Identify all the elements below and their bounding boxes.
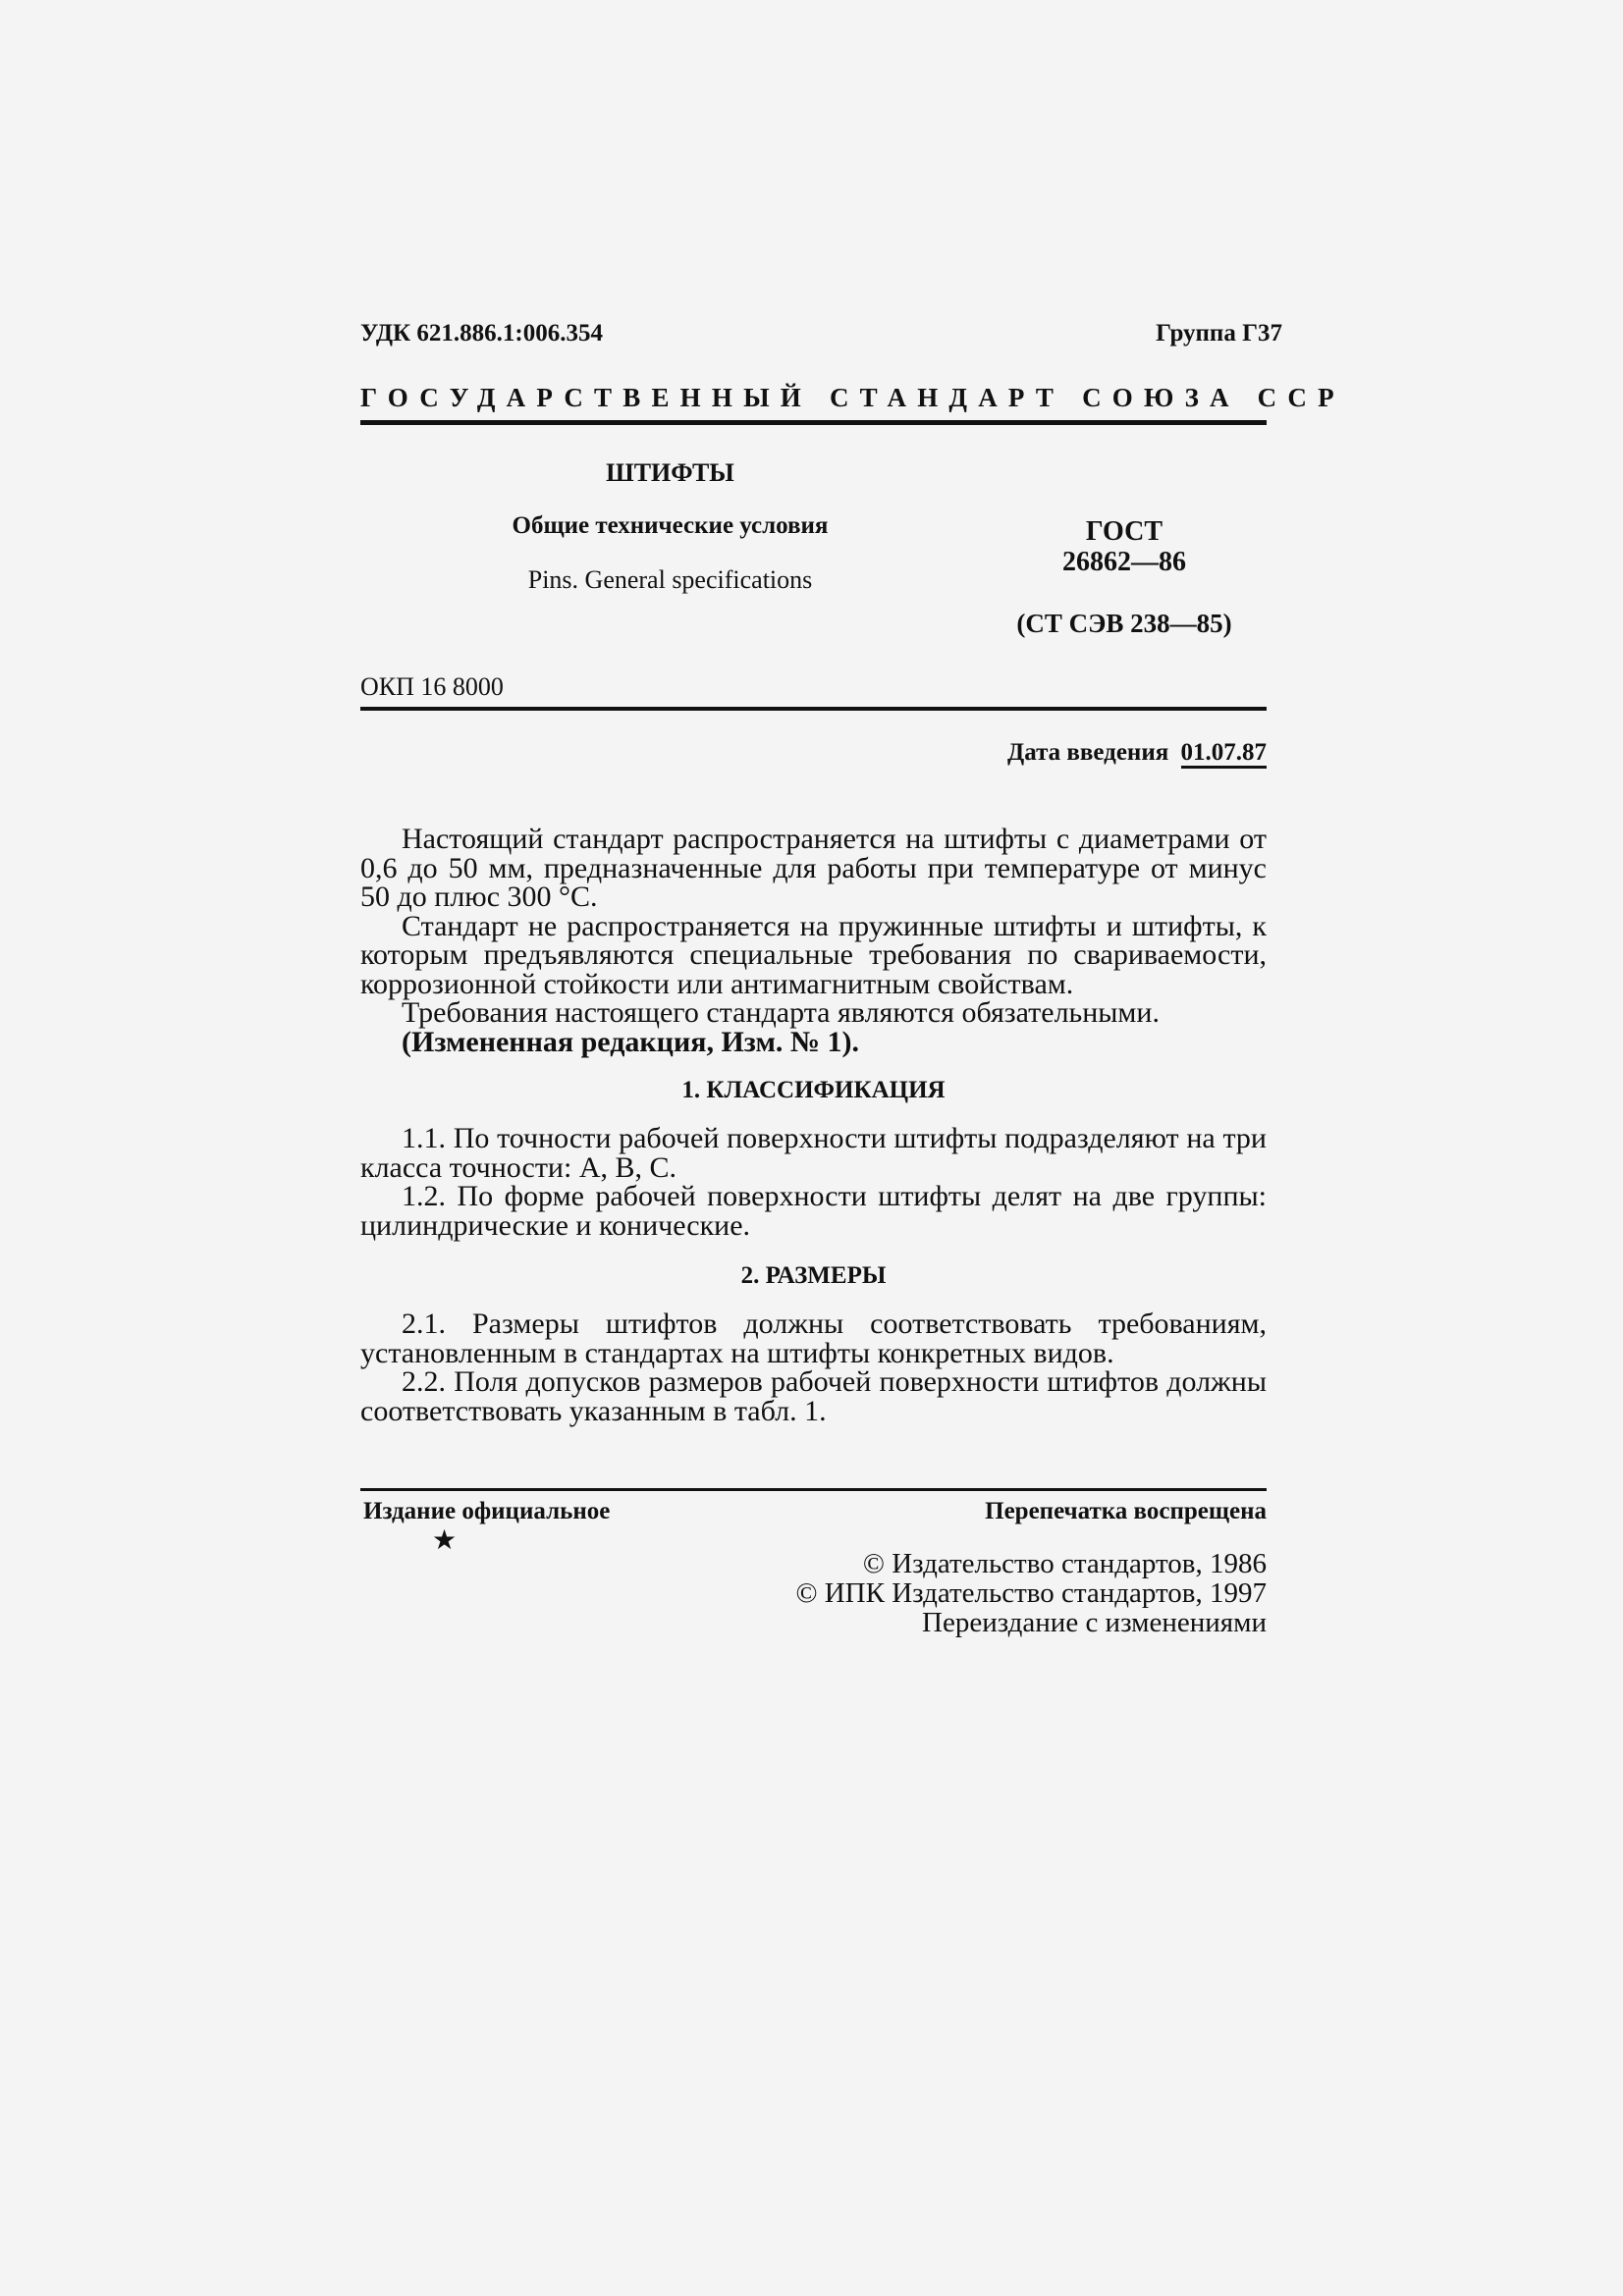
copyright-1986: © Издательство стандартов, 1986: [862, 1548, 1267, 1579]
st-sev-reference: (СТ СЭВ 238—85): [1016, 609, 1232, 638]
gost-label: ГОСТ: [1085, 516, 1163, 547]
header-rule: [360, 420, 1267, 425]
group-code: Группа Г37: [1156, 320, 1282, 347]
clause-1-2: 1.2. По форме рабочей поверхности штифты делят на две группы: цилиндрические и конические.: [360, 1180, 1267, 1242]
section-heading-dimensions: 2. РАЗМЕРЫ: [740, 1262, 887, 1289]
copyright-1997: © ИПК Издательство стандартов, 1997: [795, 1577, 1267, 1609]
section-heading-classification: 1. КЛАССИФИКАЦИЯ: [681, 1077, 946, 1103]
date-label: Дата введения: [1007, 739, 1169, 766]
okp-code: ОКП 16 8000: [360, 672, 504, 701]
document-title: ШТИФТЫ: [606, 458, 734, 487]
amendment-note: (Измененная редакция, Изм. № 1).: [402, 1025, 860, 1058]
title-rule: [360, 707, 1267, 711]
section-classification: [360, 1124, 1267, 1240]
clause-2-1: 2.1. Размеры штифтов должны соответствовать требованиям, установленным в стандартах на штифты конкретных видов.: [360, 1308, 1267, 1369]
intro-paragraph-mandatory: Требования настоящего стандарта являются обязательными.: [402, 996, 1160, 1029]
reprint-prohibited-label: Перепечатка воспрещена: [985, 1498, 1267, 1524]
udk-code: УДК 621.886.1:006.354: [360, 320, 603, 347]
subtitle-en: Pins. General specifications: [527, 565, 813, 594]
introduction-date: [1007, 739, 1267, 767]
reissue-note: Переиздание с изменениями: [922, 1607, 1267, 1638]
clause-2-2: 2.2. Поля допусков размеров рабочей поверхности штифтов должны соответствовать указанным в табл. 1.: [360, 1365, 1267, 1427]
intro-paragraph-scope: Настоящий стандарт распространяется на штифты с диаметрами от 0,6 до 50 мм, предназначенные для работы при температуре от минус 50 до плюс 300 °С.: [360, 823, 1267, 913]
intro-paragraph-exclusions: Стандарт не распространяется на пружинные штифты и штифты, к которым предъявляются специальные требования по свариваемости, коррозионной стойкости или антимагнитным свойствам.: [360, 909, 1267, 1000]
section-dimensions: [360, 1309, 1267, 1425]
clause-1-1: 1.1. По точности рабочей поверхности штифты подразделяют на три класса точности: А, В, С.: [360, 1122, 1267, 1184]
state-standard-banner: ГОСУДАРСТВЕННЫЙ СТАНДАРТ СОЮЗА ССР: [360, 383, 1345, 412]
copyright-block: [795, 1549, 1267, 1637]
official-edition-label: Издание официальное: [363, 1498, 611, 1524]
intro-block: [360, 825, 1267, 1056]
gost-number: 26862—86: [1062, 547, 1186, 577]
subtitle-ru: Общие технические условия: [512, 512, 829, 539]
footer-rule: [360, 1488, 1267, 1491]
date-value: 01.07.87: [1181, 739, 1268, 769]
star-icon: ★: [432, 1525, 458, 1556]
